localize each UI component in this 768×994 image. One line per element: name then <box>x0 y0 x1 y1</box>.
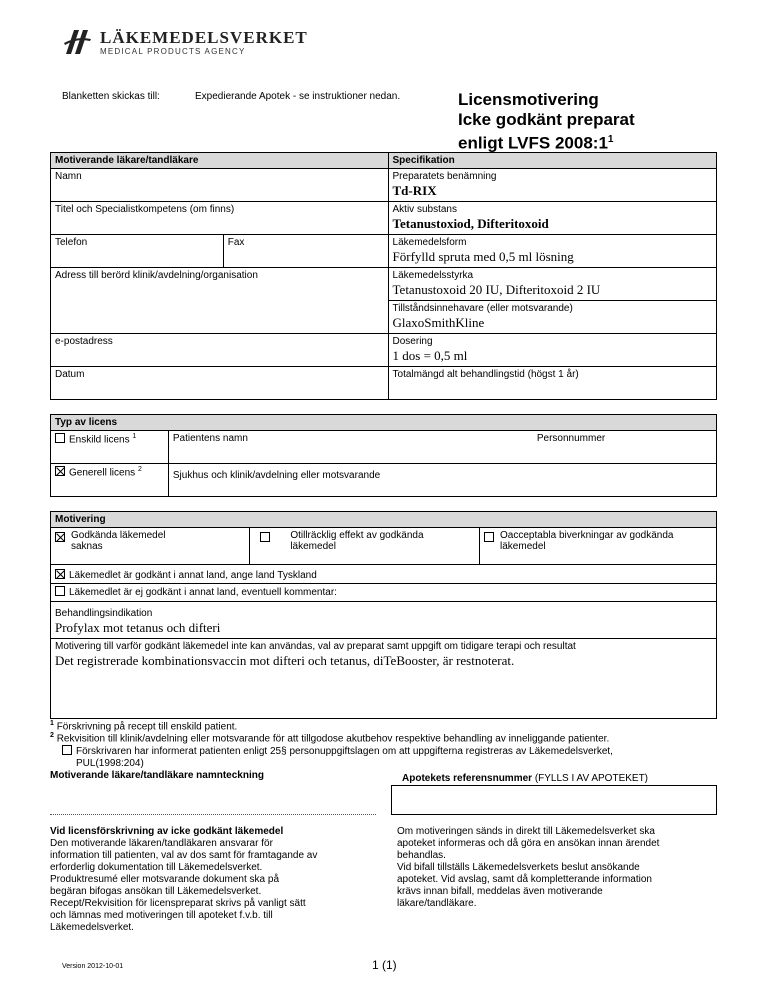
fax-field[interactable] <box>223 235 388 268</box>
signature-line[interactable] <box>50 814 376 815</box>
email-field[interactable] <box>51 334 389 367</box>
insufficient-effect-option[interactable] <box>250 528 480 565</box>
motivation-table <box>50 511 717 719</box>
version-label: Version 2012-10-01 <box>62 963 124 970</box>
motivation-text-label: Motivering till varför godkänt läkemedel inte kan användas, val av preparat samt uppgift om tidigare terapi och resultat <box>55 641 576 652</box>
instructions-right-line: krävs innan bifall, meddelas även motiverande <box>397 886 603 897</box>
pharmacy-ref-field[interactable] <box>391 785 717 815</box>
spec-header: Specifikation <box>388 153 716 169</box>
signature-label: Motiverande läkare/tandläkare namnteckning <box>50 770 264 781</box>
no-approved-option[interactable] <box>51 528 250 565</box>
approved-other-checkbox[interactable] <box>55 569 65 579</box>
footnote-2-text: Rekvisition till klinik/avdelning eller motsvarande för att tillgodose akutbehov respektive behandling av inneliggande patienter. <box>56 733 610 745</box>
instructions-right-line: behandlas. <box>397 850 446 861</box>
agency-logo-icon <box>62 26 92 56</box>
license-header: Typ av licens <box>51 415 717 431</box>
single-license-label: Enskild licens <box>69 434 130 446</box>
general-license-checkbox[interactable] <box>55 466 65 476</box>
form-title-line3: enligt LVFS 2008:1 <box>458 133 608 153</box>
dosage-label: Dosering <box>392 336 433 347</box>
agency-subtitle: MEDICAL PRODUCTS AGENCY <box>100 47 246 56</box>
form-title-sup: 1 <box>607 134 614 145</box>
email-label: e-postadress <box>55 336 113 347</box>
doctor-name-label: Namn <box>55 171 82 182</box>
approved-other-option[interactable] <box>51 565 717 584</box>
form-value: Förfylld spruta med 0,5 ml lösning <box>392 249 574 264</box>
address-field[interactable] <box>51 268 389 334</box>
instructions-right-line: apoteket. Vid avslag, samt då kompletterande information <box>397 874 652 885</box>
date-label: Datum <box>55 369 85 380</box>
strength-value: Tetanustoxoid 20 IU, Difteritoxoid 2 IU <box>392 282 601 297</box>
consent-text-1: Förskrivaren har informerat patienten enligt 25§ personuppgiftslagen om att uppgifterna registreras av Läkemedelsverket, <box>76 746 613 757</box>
doctor-spec-table <box>50 152 717 400</box>
single-license-sup: 1 <box>132 433 137 440</box>
hospital-field[interactable] <box>168 464 716 497</box>
strength-label: Läkemedelsstyrka <box>392 270 474 281</box>
agency-logo <box>62 26 308 60</box>
instructions-left-line: information till patienten, val av dos samt för framtagande av <box>50 850 318 861</box>
consent-text-2: PUL(1998:204) <box>76 758 144 769</box>
not-approved-label: Läkemedlet är ej godkänt i annat land, eventuell kommentar: <box>69 587 337 598</box>
consent-checkbox[interactable] <box>62 745 72 755</box>
single-license-option[interactable] <box>51 431 169 464</box>
pharmacy-ref-note: (FYLLS I AV APOTEKET) <box>534 773 649 784</box>
substance-label: Aktiv substans <box>392 204 457 215</box>
phone-field[interactable] <box>51 235 224 268</box>
instructions-right <box>397 826 727 910</box>
holder-value: GlaxoSmithKline <box>392 315 485 330</box>
form-title-line2: Icke godkänt preparat <box>458 110 635 129</box>
holder-label: Tillståndsinnehavare (eller motsvarande) <box>392 303 573 314</box>
approved-other-label: Läkemedlet är godkänt i annat land, ange land Tyskland <box>69 570 317 581</box>
no-approved-label: Godkända läkemedel saknas <box>71 530 166 552</box>
instructions-right-line: Om motiveringen sänds in direkt till Läkemedelsverket ska <box>397 826 655 837</box>
insufficient-effect-checkbox[interactable] <box>260 532 270 542</box>
pharmacy-ref-title: Apotekets referensnummer <box>402 773 533 784</box>
dosage-field[interactable] <box>388 334 716 367</box>
instructions-left-line: Produktresumé eller motsvarande dokument ska på <box>50 874 280 885</box>
product-name-field[interactable] <box>388 169 716 202</box>
instructions-left <box>50 826 380 934</box>
insufficient-effect-label: Otillräcklig effekt av godkända läkemedel <box>290 530 424 552</box>
footnote-1-number: 1 <box>50 720 54 727</box>
form-title-line1: Licensmotivering <box>458 90 599 109</box>
product-name-value: Td-RIX <box>392 183 437 198</box>
holder-field[interactable] <box>388 301 716 334</box>
form-label: Läkemedelsform <box>392 237 467 248</box>
doctor-title-label: Titel och Specialistkompetens (om finns) <box>55 204 235 215</box>
form-title <box>458 90 635 154</box>
indication-label: Behandlingsindikation <box>55 608 153 619</box>
person-number-label: Personnummer <box>536 433 606 444</box>
agency-name: LÄKEMEDELSVERKET <box>100 28 308 47</box>
indication-field[interactable] <box>51 602 717 639</box>
phone-label: Telefon <box>55 237 88 248</box>
side-effects-checkbox[interactable] <box>484 532 494 542</box>
doctor-header: Motiverande läkare/tandläkare <box>51 153 389 169</box>
instructions-left-line: Läkemedelsverket. <box>50 922 134 933</box>
instructions-right-line: apoteket informeras och då göra en ansökan innan ärendet <box>397 838 660 849</box>
date-field[interactable] <box>51 367 389 400</box>
single-license-checkbox[interactable] <box>55 433 65 443</box>
send-to-label: Blanketten skickas till: <box>62 91 160 102</box>
pharmacy-ref-label <box>402 773 648 784</box>
product-name-label: Preparatets benämning <box>392 171 497 182</box>
doctor-name-field[interactable] <box>51 169 389 202</box>
instructions-left-line: begäran bifogas ansökan till Läkemedelsverket. <box>50 886 262 897</box>
side-effects-label: Oacceptabla biverkningar av godkända läkemedel <box>500 530 674 552</box>
instructions-left-line: Recept/Rekvisition för licenspreparat skrivs på vanligt sätt <box>50 898 306 909</box>
not-approved-checkbox[interactable] <box>55 586 65 596</box>
general-license-option[interactable] <box>51 464 169 497</box>
footnote-2-number: 2 <box>50 732 54 739</box>
instructions-right-line: läkare/tandläkare. <box>397 898 477 909</box>
motivation-header: Motivering <box>51 512 717 528</box>
patient-name-label: Patientens namn <box>172 433 248 444</box>
indication-value: Profylax mot tetanus och difteri <box>55 620 221 635</box>
page-number: 1 (1) <box>372 958 397 972</box>
motivation-text-value: Det registrerade kombinationsvaccin mot difteri och tetanus, diTeBooster, är restnoterat. <box>55 653 515 668</box>
instructions-left-line: erforderlig dokumentation till Läkemedelsverket. <box>50 862 263 873</box>
not-approved-option[interactable] <box>51 584 717 602</box>
instructions-heading: Vid licensförskrivning av icke godkänt läkemedel <box>50 826 284 837</box>
general-license-label: Generell licens <box>69 467 136 479</box>
address-label: Adress till berörd klinik/avdelning/organisation <box>55 270 258 281</box>
motivation-text-field[interactable] <box>51 639 717 719</box>
dosage-value: 1 dos = 0,5 ml <box>392 348 468 363</box>
form-field[interactable] <box>388 235 716 268</box>
total-field[interactable] <box>388 367 716 400</box>
instructions-left-line: och lämnas med motiveringen till apoteket f.v.b. till <box>50 910 273 921</box>
footnote-2 <box>50 730 609 745</box>
footnote-1-text: Förskrivning på recept till enskild patient. <box>56 721 238 733</box>
consent-option[interactable] <box>62 745 613 770</box>
no-approved-checkbox[interactable] <box>55 532 65 542</box>
hospital-label: Sjukhus och klinik/avdelning eller motsvarande <box>172 470 381 481</box>
instructions-right-line: Vid bifall tillställs Läkemedelsverkets beslut ansökande <box>397 862 640 873</box>
strength-field[interactable] <box>388 268 716 301</box>
license-table <box>50 414 717 497</box>
doctor-title-field[interactable] <box>51 202 389 235</box>
substance-value: Tetanustoxiod, Difteritoxoid <box>392 216 549 231</box>
fax-label: Fax <box>227 237 245 248</box>
instructions-left-line: Den motiverande läkaren/tandläkaren ansvarar för <box>50 838 273 849</box>
substance-field[interactable] <box>388 202 716 235</box>
send-to-value: Expedierande Apotek - se instruktioner nedan. <box>195 91 401 102</box>
total-label: Totalmängd alt behandlingstid (högst 1 år) <box>392 369 579 380</box>
side-effects-option[interactable] <box>480 528 717 565</box>
patient-field[interactable] <box>168 431 716 464</box>
general-license-sup: 2 <box>137 466 142 473</box>
